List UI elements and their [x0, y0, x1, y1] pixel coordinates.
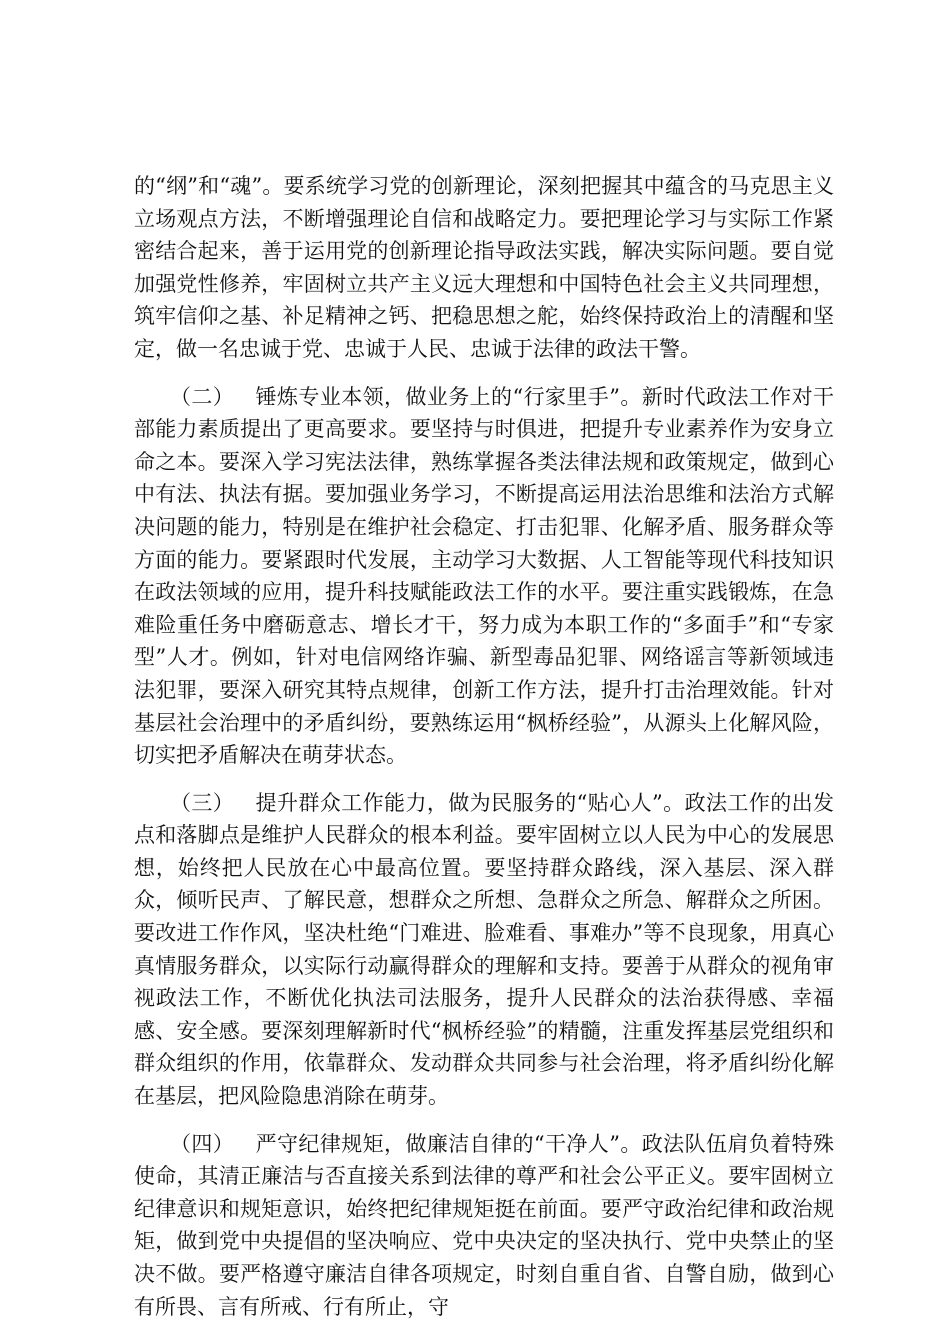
paragraph-4: [134, 1128, 834, 1324]
paragraph-1: [134, 170, 834, 366]
paragraph-1-text: 的“纲”和“魂”。要系统学习党的创新理论，深刻把握其中蕴含的马克思主义立场观点方法，不断增强理论自信和战略定力。要把理论学习与实际工作紧密结合起来，善于运用党的创新理论指导政法实践，解决实际问题。要自觉加强党性修养，牢固树立共产主义远大理想和中国特色社会主义共同理想，筑牢信仰之基、补足精神之钙、把稳思想之舵，始终保持政治上的清醒和坚定，做一名忠诚于党、忠诚于人民、忠诚于法律的政法干警。: [134, 174, 834, 361]
paragraph-4-heading: （四） 严守纪律规矩，做廉洁自律的“干净人”。: [170, 1131, 642, 1156]
paragraph-2-heading: （二） 锤炼专业本领，做业务上的“行家里手”。: [170, 384, 642, 409]
paragraph-2-text: 新时代政法工作对干部能力素质提出了更高要求。要坚持与时俱进，把提升专业素养作为安身立命之本。要深入学习宪法法律，熟练掌握各类法律法规和政策规定，做到心中有法、执法有据。要加强业务学习，不断提高运用法治思维和法治方式解决问题的能力，特别是在维护社会稳定、打击犯罪、化解矛盾、服务群众等方面的能力。要紧跟时代发展，主动学习大数据、人工智能等现代科技知识在政法领域的应用，提升科技赋能政法工作的水平。要注重实践锻炼，在急难险重任务中磨砺意志、增长才干，努力成为本职工作的“多面手”和“专家型”人才。例如，针对电信网络诈骗、新型毒品犯罪、网络谣言等新领域违法犯罪，要深入研究其特点规律，创新工作方法，提升打击治理效能。针对基层社会治理中的矛盾纠纷，要熟练运用“枫桥经验”，从源头上化解风险，切实把矛盾解决在萌芽状态。: [134, 384, 834, 768]
paragraph-4-text: 政法队伍肩负着特殊使命，其清正廉洁与否直接关系到法律的尊严和社会公平正义。要牢固树立纪律意识和规矩意识，始终把纪律规矩挺在前面。要严守政治纪律和政治规矩，做到党中央提倡的坚决响应、党中央决定的坚决执行、党中央禁止的坚决不做。要严格遵守廉洁自律各项规定，时刻自重自省、自警自励，做到心有所畏、言有所戒、行有所止，守: [134, 1131, 834, 1319]
paragraph-3: [134, 787, 834, 1113]
paragraph-3-text: 政法工作的出发点和落脚点是维护人民群众的根本利益。要牢固树立以人民为中心的发展思想，始终把人民放在心中最高位置。要坚持群众路线，深入基层、深入群众，倾听民声、了解民意，想群众之所想、急群众之所急、解群众之所困。要改进工作作风，坚决杜绝“门难进、脸难看、事难办”等不良现象，用真心真情服务群众，以实际行动赢得群众的理解和支持。要善于从群众的视角审视政法工作，不断优化执法司法服务，提升人民群众的法治获得感、幸福感、安全感。要深刻理解新时代“枫桥经验”的精髓，注重发挥基层党组织和群众组织的作用，依靠群众、发动群众共同参与社会治理，将矛盾纠纷化解在基层，把风险隐患消除在萌芽。: [134, 790, 835, 1109]
paragraph-2: [134, 381, 834, 772]
paragraph-3-heading: （三） 提升群众工作能力，做为民服务的“贴心人”。: [170, 790, 685, 815]
document-body: [134, 170, 834, 1338]
